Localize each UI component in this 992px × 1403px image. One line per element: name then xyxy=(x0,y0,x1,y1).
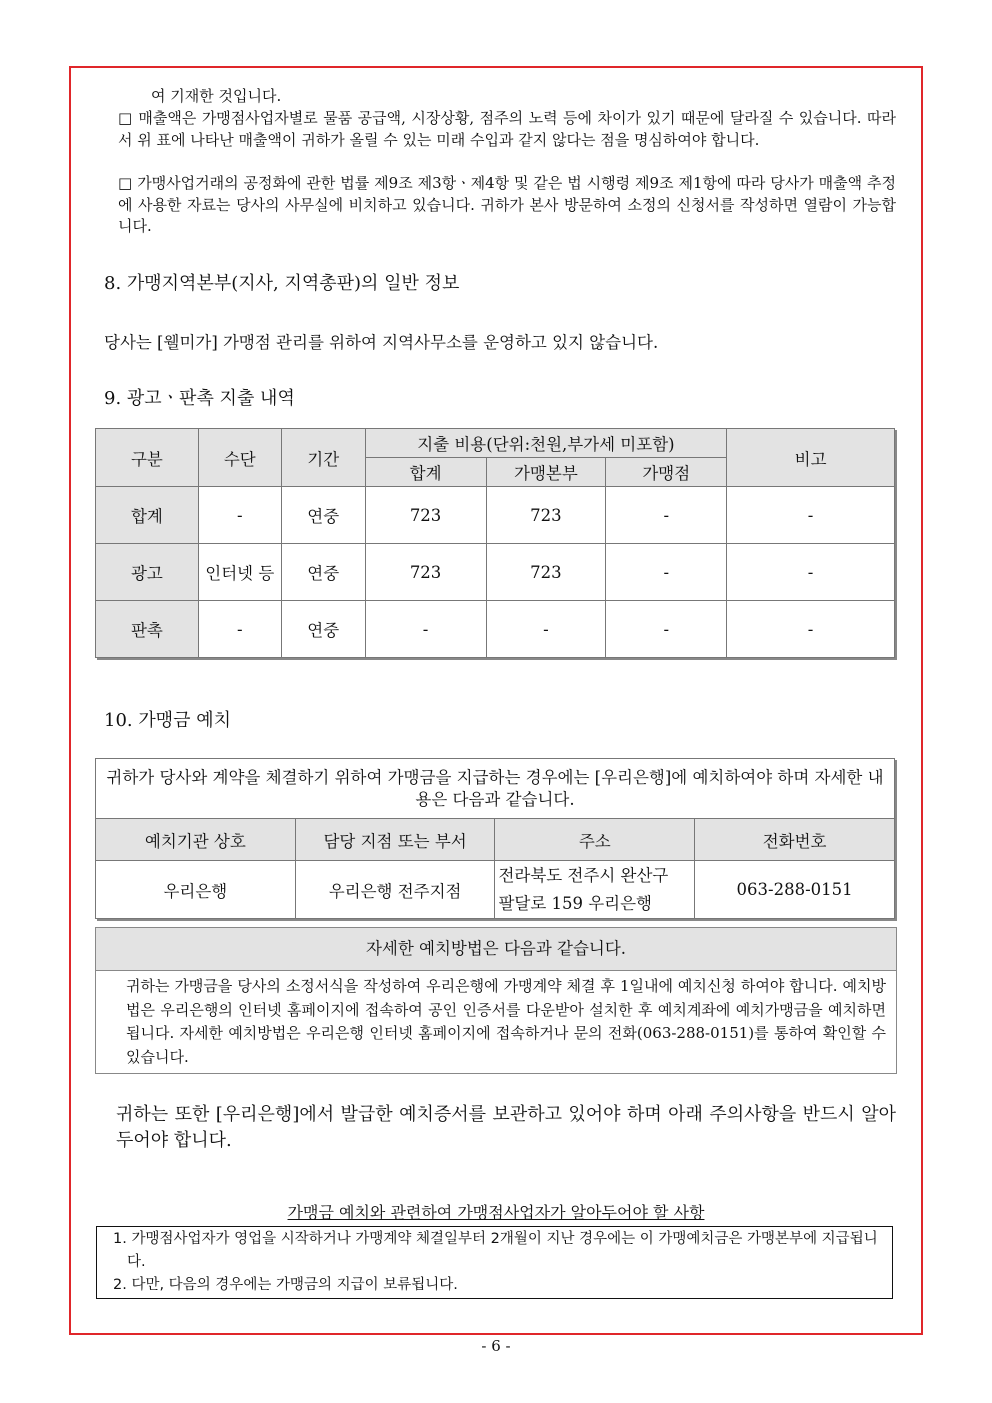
deposit-intro: 귀하가 당사와 계약을 체결하기 위하여 가맹금을 지급하는 경우에는 [우리은행]에 예치하여야 하며 자세한 내용은 다음과 같습니다. xyxy=(96,759,895,819)
header-period: 기간 xyxy=(281,429,365,487)
intro-paragraph-2: □ 가맹사업거래의 공정화에 관한 법률 제9조 제3항ㆍ제4항 및 같은 법 시행령 제9조 제1항에 따라 당사가 매출액 추정에 사용한 자료는 당사의 사무실에 비치하고 있습니다. 귀하가 본사 방문하여 소정의 신청서를 작성하면 열람이 가능합니다. xyxy=(118,174,896,235)
table-cell: 723 xyxy=(486,544,606,601)
row-label: 광고 xyxy=(96,544,199,601)
table-cell: - xyxy=(606,487,727,544)
deposit-method-body: 귀하는 가맹금을 당사의 소정서식을 작성하여 우리은행에 가맹계약 체결 후 1일내에 예치신청 하여야 합니다. 예치방법은 우리은행의 인터넷 홈페이지에 접속하여 공인 인증서를 다운받아 설치한 후 예치계좌에 예치가맹금을 예치하면 됩니다. 자세한 예치방법은 우리은행 인터넷 홈페이지에 접속하거나 문의 전화(063-288-0151)를 통하여 확인할 수 있습니다. xyxy=(126,977,886,1066)
table-cell: 연중 xyxy=(281,544,365,601)
table-cell: 723 xyxy=(486,487,606,544)
section-8-body: 당사는 [웰미가] 가맹점 관리를 위하여 지역사무소를 운영하고 있지 않습니다. xyxy=(104,333,659,352)
table-cell: 인터넷 등 xyxy=(198,544,281,601)
table-cell: - xyxy=(606,544,727,601)
notes-box xyxy=(96,1226,893,1299)
header-cost: 지출 비용(단위:천원,부가세 미포함) xyxy=(365,429,727,458)
page-number: - 6 - xyxy=(481,1337,511,1355)
header-branch: 담당 지점 또는 부서 xyxy=(295,819,495,861)
note-item: 1. 가맹점사업자가 영업을 시작하거나 가맹계약 체결일부터 2개월이 지난 경우에는 이 가맹예치금은 가맹본부에 지급됩니다. xyxy=(113,1231,878,1270)
header-address: 주소 xyxy=(495,819,695,861)
address-line-1: 전라북도 전주시 완산구 xyxy=(498,865,669,885)
table-row xyxy=(96,601,895,658)
header-category: 구분 xyxy=(96,429,199,487)
deposit-table xyxy=(95,758,895,919)
section-8-heading: 8. 가맹지역본부(지사, 지역총판)의 일반 정보 xyxy=(104,273,460,294)
header-phone: 전화번호 xyxy=(695,819,895,861)
table-cell: 연중 xyxy=(281,601,365,658)
address-line-2: 팔달로 159 우리은행 xyxy=(498,893,652,913)
header-bank-name: 예치기관 상호 xyxy=(96,819,296,861)
table-cell: - xyxy=(198,601,281,658)
address-cell xyxy=(495,861,695,919)
table-row xyxy=(96,487,895,544)
table-cell: - xyxy=(486,601,606,658)
deposit-method-box xyxy=(95,927,897,1074)
intro-continuation: 여 기재한 것입니다. xyxy=(151,87,282,105)
deposit-method-title: 자세한 예치방법은 다음과 같습니다. xyxy=(96,928,896,971)
section-10-heading: 10. 가맹금 예치 xyxy=(104,710,232,731)
header-total: 합계 xyxy=(365,458,486,487)
table-cell: 연중 xyxy=(281,487,365,544)
header-means: 수단 xyxy=(198,429,281,487)
header-store: 가맹점 xyxy=(606,458,727,487)
bank-name: 우리은행 xyxy=(96,861,296,919)
notes-title: 가맹금 예치와 관련하여 가맹점사업자가 알아두어야 할 사항 xyxy=(287,1203,705,1222)
table-cell: - xyxy=(198,487,281,544)
ad-expense-table xyxy=(95,428,895,658)
section-9-heading: 9. 광고ㆍ판촉 지출 내역 xyxy=(104,388,295,409)
table-row xyxy=(96,861,895,919)
row-label: 판촉 xyxy=(96,601,199,658)
table-cell: - xyxy=(727,601,895,658)
table-cell: - xyxy=(727,544,895,601)
note-item: 2. 다만, 다음의 경우에는 가맹금의 지급이 보류됩니다. xyxy=(113,1277,458,1293)
table-cell: - xyxy=(727,487,895,544)
phone-number: 063-288-0151 xyxy=(695,861,895,919)
deposit-notice: 귀하는 또한 [우리은행]에서 발급한 예치증서를 보관하고 있어야 하며 아래 주의사항을 반드시 알아 두어야 합니다. xyxy=(116,1104,896,1151)
header-note: 비고 xyxy=(727,429,895,487)
table-cell: - xyxy=(365,601,486,658)
table-cell: 723 xyxy=(365,487,486,544)
row-label: 합계 xyxy=(96,487,199,544)
intro-paragraph-1: □ 매출액은 가맹점사업자별로 물품 공급액, 시장상황, 점주의 노력 등에 차이가 있기 때문에 달라질 수 있습니다. 따라서 위 표에 나타난 매출액이 귀하가 올릴 수 있는 미래 수입과 같지 않다는 점을 명심하여야 합니다. xyxy=(118,109,896,149)
branch-name: 우리은행 전주지점 xyxy=(295,861,495,919)
table-row xyxy=(96,544,895,601)
table-cell: - xyxy=(606,601,727,658)
header-hq: 가맹본부 xyxy=(486,458,606,487)
table-cell: 723 xyxy=(365,544,486,601)
